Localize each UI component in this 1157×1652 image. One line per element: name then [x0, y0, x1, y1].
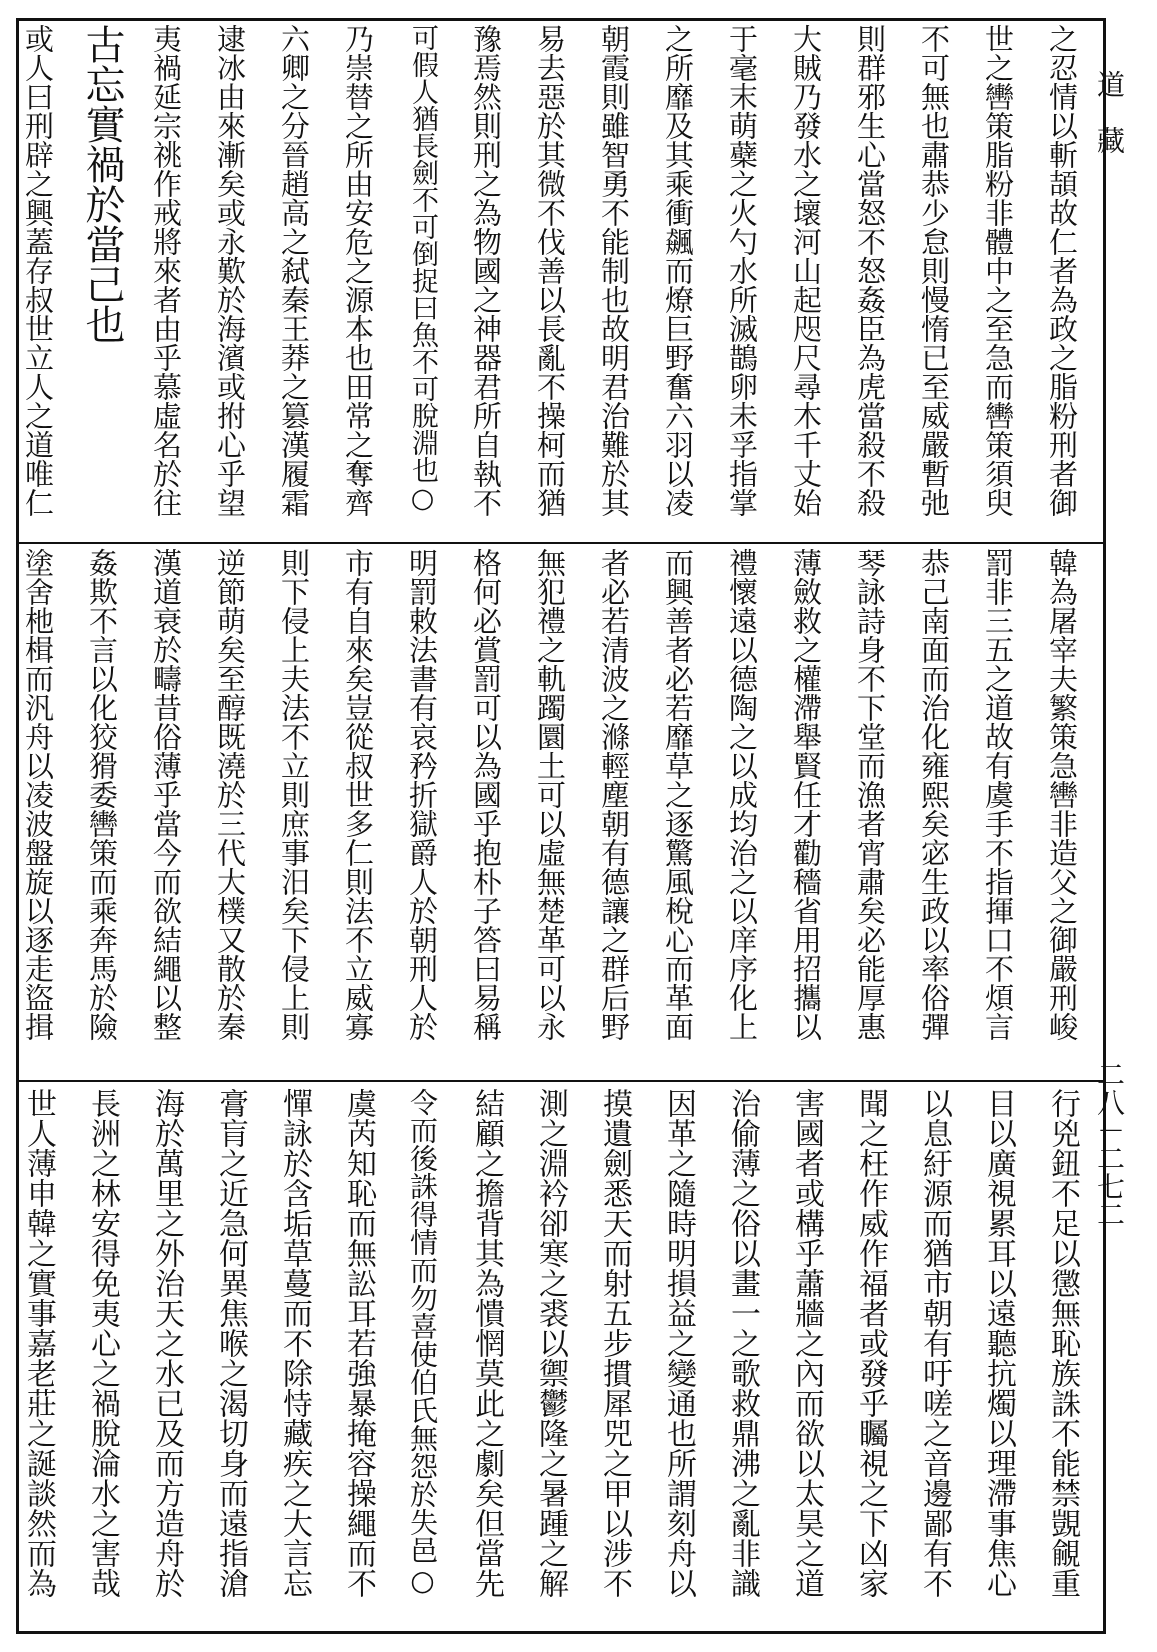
band-divider	[16, 1080, 1106, 1082]
text-column: 者必若清波之滌輕塵朝有德讓之群后野	[597, 548, 631, 1041]
text-column: 薄斂救之權滯舉賢任才勸穡省用招攜以	[789, 548, 823, 1041]
text-column: 因革之隨時明損益之變通也所謂刻舟以	[661, 1088, 696, 1598]
margin-title: 道 藏	[1093, 70, 1126, 154]
text-column: 結顧之擔背其為憒惘莫此之劇矣但當先	[469, 1088, 504, 1598]
text-column: 之所靡及其乘衝飆而燎巨野奮六羽以凌	[661, 24, 695, 517]
text-column: 明罰敕法書有哀矜折獄爵人於朝刑人於	[405, 548, 439, 1041]
text-column: 長洲之林安得免夷心之禍脫淪水之害哉	[85, 1088, 120, 1598]
text-column: 夷禍延宗祧作戒將來者由乎慕虛名於往	[149, 24, 183, 517]
text-column: 世人薄申韓之實事嘉老莊之誕談然而為	[21, 1088, 56, 1598]
text-column: 韓為屠宰夫繁策急轡非造父之御嚴刑峻	[1045, 548, 1079, 1041]
text-column: 而興善者必若靡草之逐驚風梲心而革面	[661, 548, 695, 1041]
text-column: 塗舍杝楫而汎舟以凌波盤旋以逐走盜揖	[21, 548, 55, 1041]
text-column: 大賊乃發水之壞河山起咫尺尋木千丈始	[789, 24, 823, 517]
text-band-lower	[16, 1088, 1106, 1624]
text-column: 琴詠詩身不下堂而漁者宵肅矣必能厚惠	[853, 548, 887, 1041]
text-column: 古忘實禍於當己也	[79, 24, 125, 344]
margin-page-number: 二八－二七二	[1093, 1060, 1126, 1228]
text-band-middle	[16, 548, 1106, 1074]
text-column: 易去惡於其微不伐善以長亂不操柯而猶	[533, 24, 567, 517]
text-column: 禮懷遠以德陶之以成均治之以庠序化上	[725, 548, 759, 1041]
text-column: 海於萬里之外治天之水已及而方造舟於	[149, 1088, 184, 1598]
text-column: 憚詠於含垢草蔓而不除恃藏疾之大言忘	[277, 1088, 312, 1598]
text-column: 朝霞則雖智勇不能制也故明君治難於其	[597, 24, 631, 517]
text-column: 罰非三五之道故有虞手不指揮口不煩言	[981, 548, 1015, 1041]
text-column: 行兇鈕不足以懲無恥族誅不能禁覬覦重	[1045, 1088, 1080, 1598]
text-column: 市有自來矣豈從叔世多仁則法不立威寡	[341, 548, 375, 1041]
text-column: 以息紆源而猶市朝有吁嗟之音邊鄙有不	[917, 1088, 952, 1598]
text-column: 乃崇替之所由安危之源本也田常之奪齊	[341, 24, 375, 517]
text-column: 姦欺不言以化狡猾委轡策而乘奔馬於險	[85, 548, 119, 1041]
text-column: 格何必賞罰可以為國乎抱朴子答曰易稱	[469, 548, 503, 1041]
text-column: 虞芮知恥而無訟耳若強暴掩容操繩而不	[341, 1088, 376, 1598]
text-column: 之忍情以斬頡故仁者為政之脂粉刑者御	[1045, 24, 1079, 517]
text-column: 豫焉然則刑之為物國之神器君所自執不	[469, 24, 503, 517]
band-divider	[16, 542, 1106, 544]
text-column: 摸遺劍悉天而射五步摜犀兕之甲以涉不	[597, 1088, 632, 1598]
text-column: 則群邪生心當怒不怒姦臣為虎當殺不殺	[853, 24, 887, 517]
text-column: 不可無也肅恭少怠則慢惰已至威嚴暫弛	[917, 24, 951, 517]
text-column: 逮冰由來漸矣或永歎於海濱或拊心乎望	[213, 24, 247, 517]
text-column: 漢道衰於疇昔俗薄乎當今而欲結繩以整	[149, 548, 183, 1041]
text-column: 令而後誅得情而勿喜使伯氏無怨於失邑○	[406, 1088, 439, 1597]
text-column: 害國者或構乎蕭牆之內而欲以太昊之道	[789, 1088, 824, 1598]
text-column: 聞之枉作威作福者或發乎矚視之下凶家	[853, 1088, 888, 1598]
text-column: 六卿之分晉趙高之弑秦王莽之篡漢履霜	[277, 24, 311, 517]
text-column: 或人曰刑辟之興蓋存叔世立人之道唯仁	[21, 24, 55, 517]
text-column: 可假人猶長劍不可倒捉曰魚不可脫淵也○	[407, 24, 438, 514]
text-band-upper	[16, 24, 1106, 536]
text-column: 于毫末萌蘗之火勺水所滅鵲卵未孚指掌	[725, 24, 759, 517]
text-column: 則下侵上夫法不立則庶事汨矣下侵上則	[277, 548, 311, 1041]
text-column: 測之淵衿卻寒之裘以禦鬱隆之暑踵之解	[533, 1088, 568, 1598]
text-column: 逆節萌矣至醇既澆於三代大樸又散於秦	[213, 548, 247, 1041]
text-column: 目以廣視累耳以遠聽抗燭以理滯事焦心	[981, 1088, 1016, 1598]
text-column: 膏肓之近急何異焦喉之渴切身而遠指滄	[213, 1088, 248, 1598]
text-column: 恭己南面而治化雍熙矣宓生政以率俗彈	[917, 548, 951, 1041]
text-column: 治偷薄之俗以畫一之歌救鼎沸之亂非識	[725, 1088, 760, 1598]
text-column: 世之轡策脂粉非體中之至急而轡策須臾	[981, 24, 1015, 517]
text-column: 無犯禮之軌躅圜土可以虛無楚革可以永	[533, 548, 567, 1041]
